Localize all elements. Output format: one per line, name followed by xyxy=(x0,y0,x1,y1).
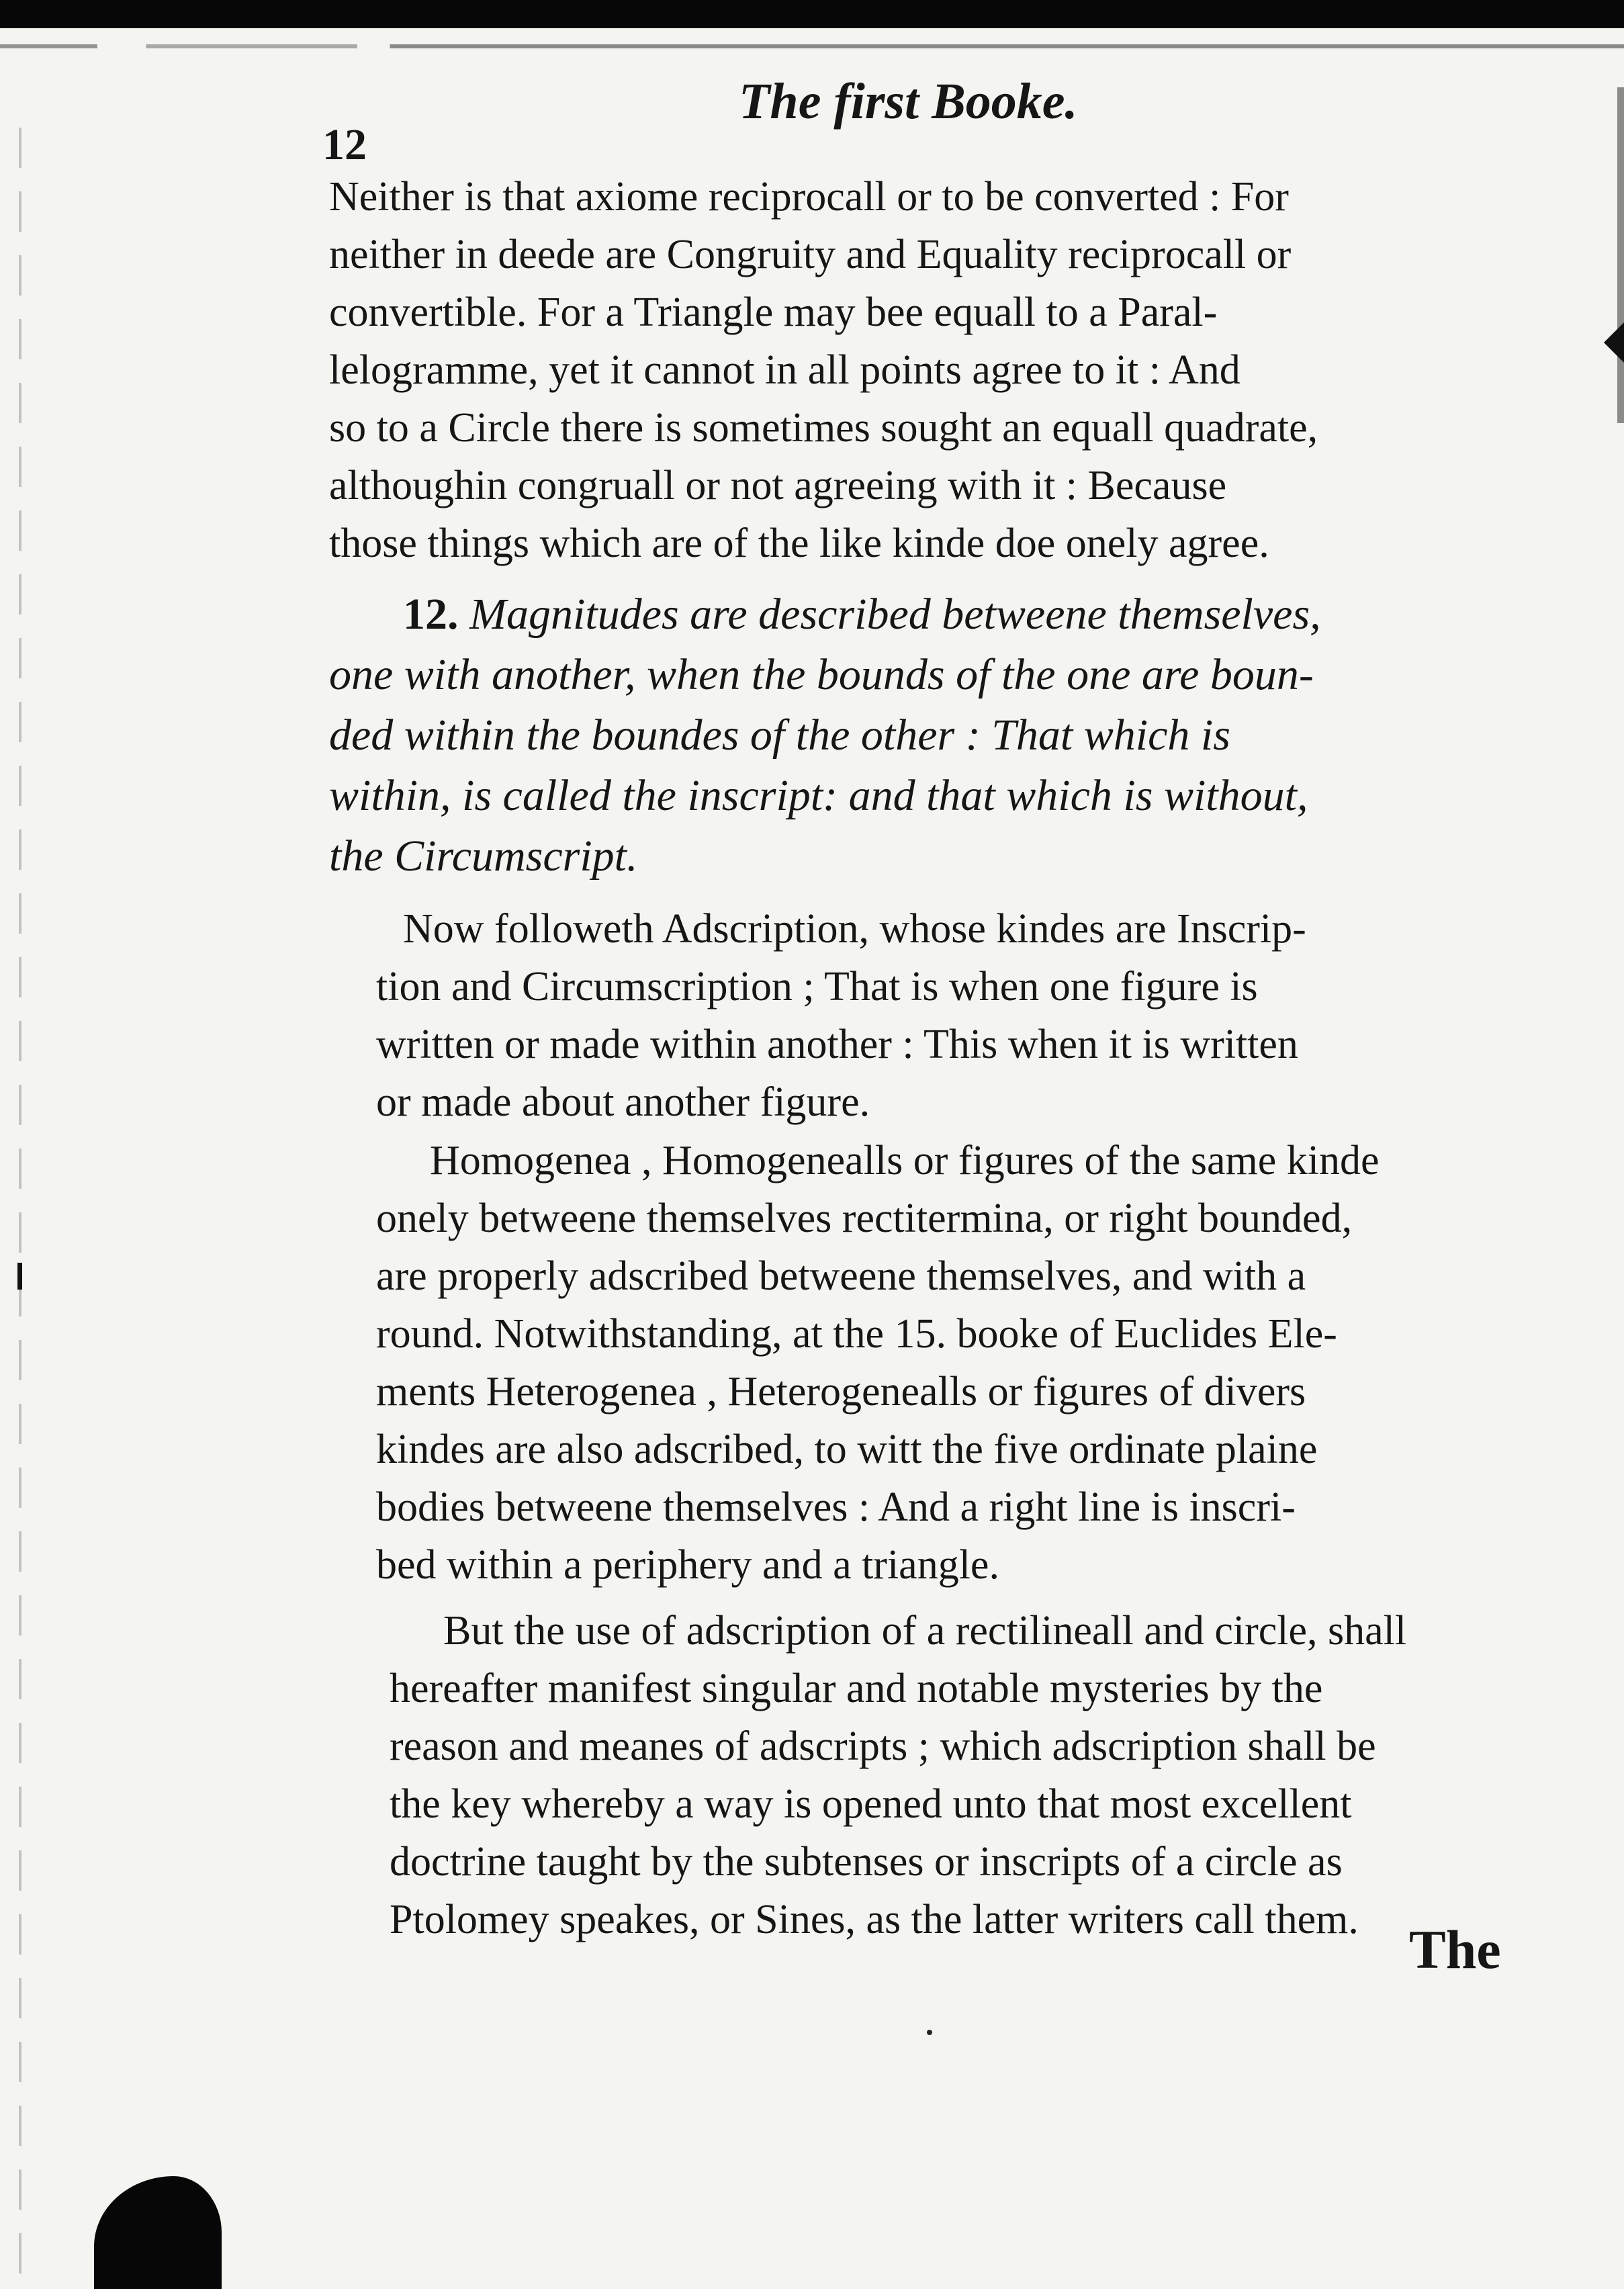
text-line: neither in deede are Congruity and Equality reciprocall or xyxy=(329,232,1292,277)
text-line: Magnitudes are described betweene themselves, xyxy=(469,590,1321,639)
text-line: But the use of adscription of a rectilineall and circle, shall xyxy=(443,1608,1407,1654)
paragraph-homogenea xyxy=(376,1132,1471,1594)
definition-number: 12. xyxy=(403,590,459,639)
text-line: lelogramme, yet it cannot in all points agree to it : And xyxy=(329,347,1240,393)
text-line: are properly adscribed betweene themselves, and with a xyxy=(376,1253,1306,1299)
paragraph-adscription xyxy=(376,900,1471,1131)
running-head: The first Booke. xyxy=(739,73,1078,130)
text-line: reason and meanes of adscripts ; which adscription shall be xyxy=(390,1723,1376,1769)
text-line: so to a Circle there is sometimes sought an equall quadrate, xyxy=(329,405,1318,451)
text-line: ded within the boundes of the other : That which is xyxy=(329,711,1230,760)
scan-edge-mark xyxy=(17,1263,22,1290)
scan-top-rule xyxy=(0,44,1624,48)
scan-corner-shadow xyxy=(94,2176,222,2289)
catchword: The xyxy=(1409,1919,1501,1980)
text-line xyxy=(329,584,1471,645)
text-line: Ptolomey speakes, or Sines, as the latter writers call them. xyxy=(390,1897,1359,1942)
scan-edge-mark xyxy=(1604,322,1624,363)
text-line: one with another, when the bounds of the one are boun- xyxy=(329,650,1314,699)
text-line: the Circumscript. xyxy=(329,832,638,881)
text-line: Homogenea , Homogenealls or figures of the same kinde xyxy=(430,1138,1380,1183)
page-header xyxy=(322,73,1491,169)
text-line: written or made within another : This when it is written xyxy=(376,1022,1298,1067)
text-line: onely betweene themselves rectiterminа, or right bounded, xyxy=(376,1196,1353,1241)
text-line: kindes are also adscribed, to witt the five ordinate plaine xyxy=(376,1427,1318,1472)
text-line: bodies betweene themselves : And a right line is inscri- xyxy=(376,1484,1296,1530)
paragraph-use-of-adscription xyxy=(390,1602,1478,1948)
text-line: ments Heterogenea , Heterogenealls or figures of divers xyxy=(376,1369,1306,1415)
text-line: round. Notwithstanding, at the 15. booke of Euclides Ele- xyxy=(376,1311,1337,1357)
text-line: the key whereby a way is opened unto that most excellent xyxy=(390,1781,1352,1827)
text-line: althoughin congruall or not agreeing with it : Because xyxy=(329,463,1227,508)
text-line: bed within a periphery and a triangle. xyxy=(376,1542,999,1588)
scan-top-border xyxy=(0,0,1624,28)
definition-12 xyxy=(329,584,1471,887)
text-line: Neither is that axiome reciprocall or to be converted : For xyxy=(329,174,1289,220)
paragraph-axiome xyxy=(329,168,1471,572)
scan-right-edge xyxy=(1617,87,1624,423)
text-line: or made about another figure. xyxy=(376,1079,870,1125)
text-line: doctrine taught by the subtenses or inscripts of a circle as xyxy=(390,1839,1343,1885)
text-line: Now followeth Adscription, whose kindes are Inscrip- xyxy=(403,906,1306,952)
text-line: within, is called the inscript: and that which is without, xyxy=(329,771,1308,820)
text-line: hereafter manifest singular and notable mysteries by the xyxy=(390,1666,1323,1711)
ink-speck xyxy=(927,2030,932,2035)
text-line: convertible. For a Triangle may bee equall to a Paral- xyxy=(329,289,1218,335)
page-number: 12 xyxy=(322,120,367,169)
text-line: tion and Circumscription ; That is when one figure is xyxy=(376,964,1258,1009)
text-line: those things which are of the like kinde doe onely agree. xyxy=(329,521,1269,566)
scan-binding-line xyxy=(19,128,21,2277)
